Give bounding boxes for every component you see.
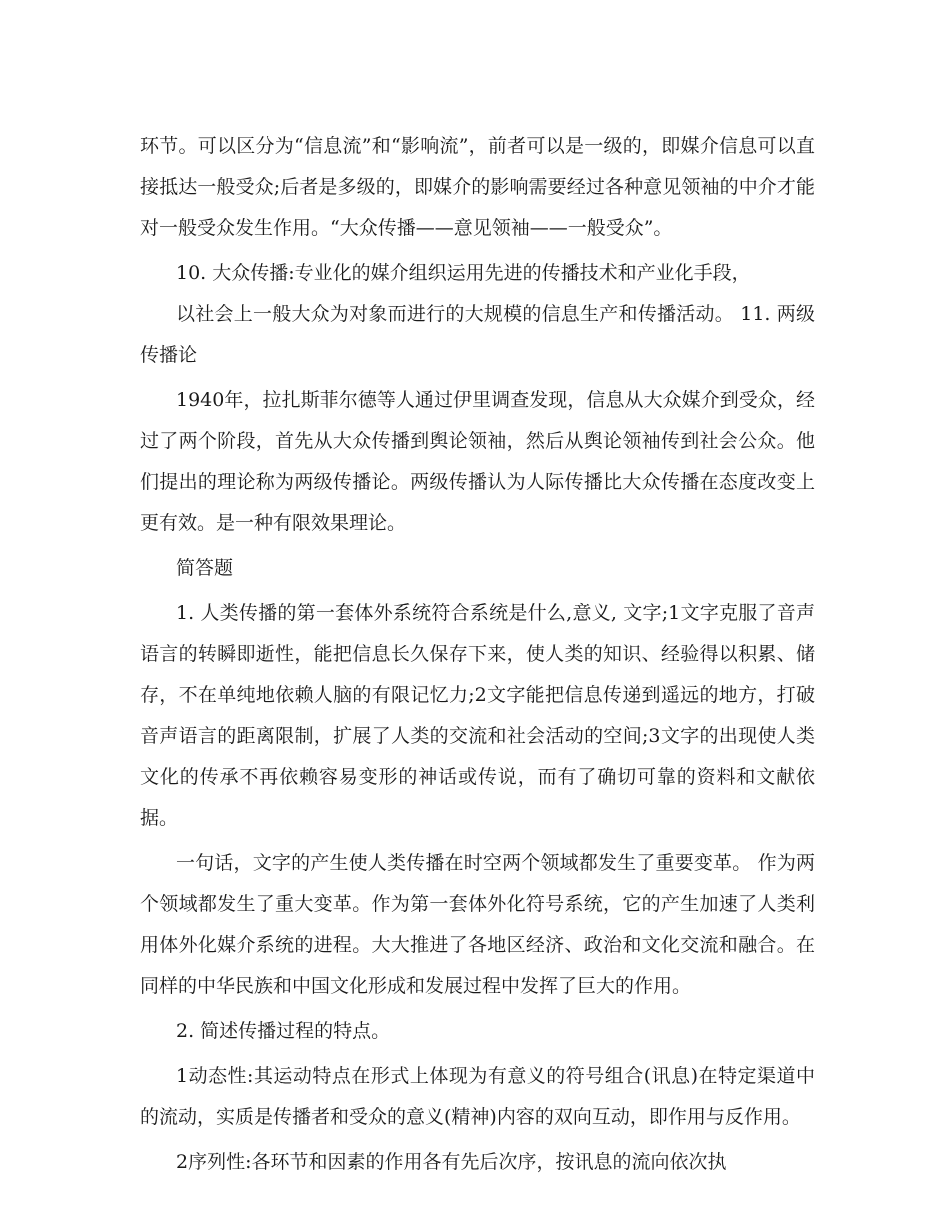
paragraph-question-1-summary: 一句话，文字的产生使人类传播在时空两个领域都发生了重要变革。 作为两个领域都发生了重大变革。作为第一套体外化符号系统，它的产生加速了人类利用体外化媒介系统的进程。大大推进了各地区经济、政治和文化交流和融合。在同样的中华民族和中国文化形成和发展过程中发挥了巨大的作用。	[140, 852, 815, 997]
paragraph-question-2: 2. 简述传播过程的特点。	[176, 1020, 391, 1042]
paragraph-question-1: 1. 人类传播的第一套体外系统符合系统是什么,意义, 文字;1文字克服了音声语言的转瞬即逝性，能把信息长久保存下来，使人类的知识、经验得以积累、储存，不在单纯地依赖人脑的有限记忆力;2文字能把信息传递到遥远的地方，打破音声语言的距离限制，扩展了人类的交流和社会活动的空间;3文字的出现使人类文化的传承不再依赖容易变形的神话或传说，而有了确切可靠的资料和文献依据。	[140, 602, 815, 829]
section-heading-short-answer: 简答题	[176, 557, 234, 579]
paragraph-two-step-flow: 1940年，拉扎斯菲尔德等人通过伊里调查发现，信息从大众媒介到受众，经过了两个阶段，首先从大众传播到舆论领袖，然后从舆论领袖传到社会公众。他们提出的理论称为两级传播论。两级传播认为人际传播比大众传播在态度改变上更有效。是一种有限效果理论。	[140, 389, 815, 534]
paragraph-definition-10-cont: 以社会上一般大众为对象而进行的大规模的信息生产和传播活动。 11. 两级传播论	[140, 303, 815, 366]
paragraph-definition-10: 10. 大众传播:专业化的媒介组织运用先进的传播技术和产业化手段，	[176, 262, 751, 284]
paragraph-intro: 环节。可以区分为“信息流”和“影响流”，前者可以是一级的，即媒介信息可以直接抵达一般受众;后者是多级的，即媒介的影响需要经过各种意见领袖的中介才能对一般受众发生作用。“大众传播——意见领袖——一般受众”。	[140, 135, 815, 239]
paragraph-sequence: 2序列性:各环节和因素的作用各有先后次序，按讯息的流向依次执	[176, 1151, 727, 1173]
document-body	[140, 126, 815, 1187]
paragraph-dynamic: 1动态性:其运动特点在形式上体现为有意义的符号组合(讯息)在特定渠道中的流动，实质是传播者和受众的意义(精神)内容的双向互动，即作用与反作用。	[140, 1065, 815, 1128]
